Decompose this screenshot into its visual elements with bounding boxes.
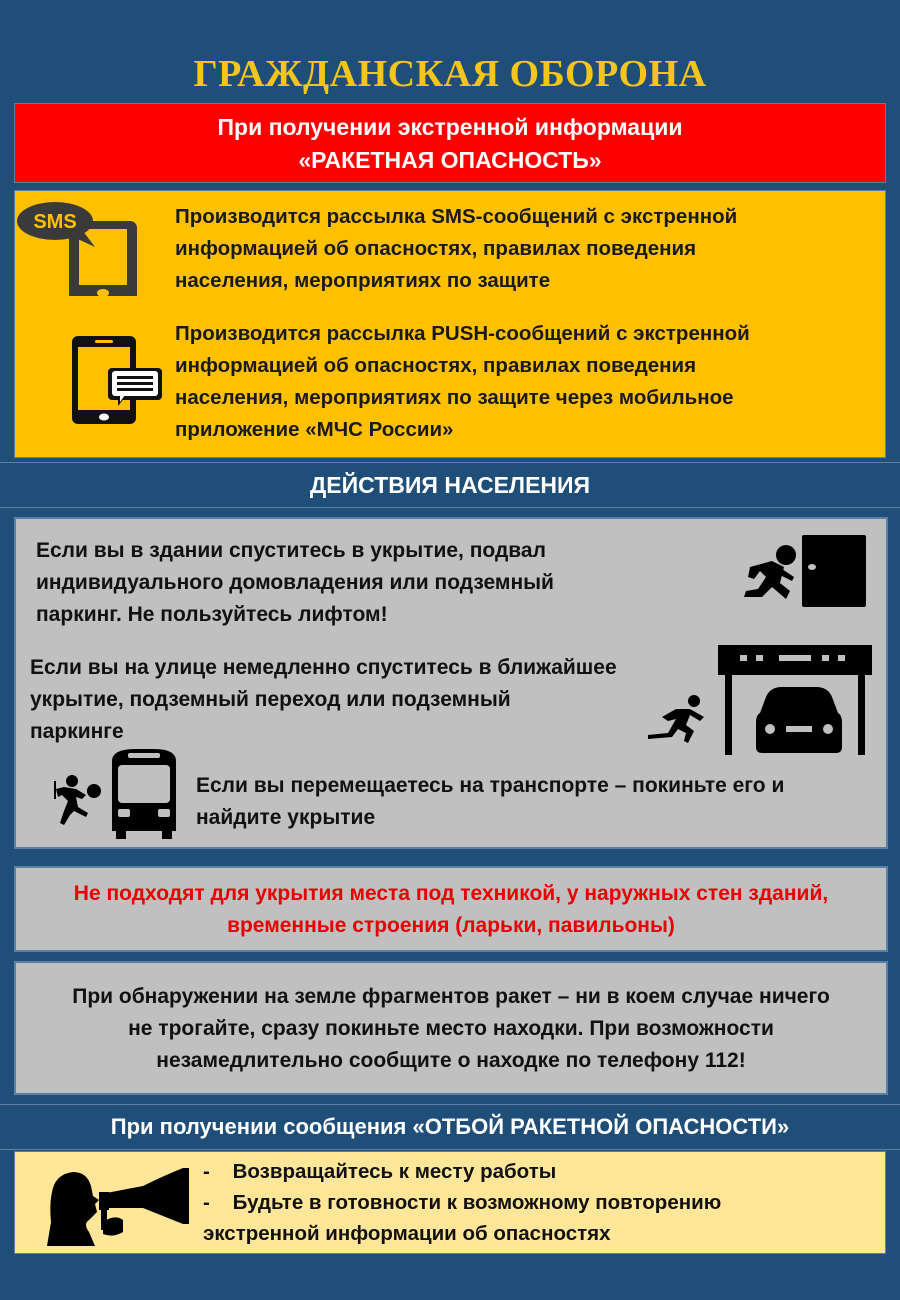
running-to-parking-icon (642, 643, 874, 757)
alert-banner (14, 103, 886, 183)
alert-line-2: «РАКЕТНАЯ ОПАСНОСТЬ» (298, 147, 602, 173)
actions-panel (14, 517, 888, 849)
actions-heading: ДЕЙСТВИЯ НАСЕЛЕНИЯ (0, 462, 900, 508)
leaving-bus-icon (36, 747, 181, 839)
action-building-text: Если вы в здании спуститесь в укрытие, подвал индивидуального домовладения или подземный паркинг. Не пользуйтесь лифтом! (36, 539, 554, 626)
all-clear-box (14, 1151, 886, 1254)
sms-phone-icon (17, 201, 142, 296)
push-notification-text: Производится рассылка PUSH-сообщений с экстренной информацией об опасностях, правилах поведения населения, мероприятиях по защите через мобильное приложение «МЧС России» (175, 322, 750, 441)
svg-text:SMS: SMS (33, 211, 77, 233)
unsuitable-shelter-warning: Не подходят для укрытия места под техникой, у наружных стен зданий, временные строения (ларьки, павильоны) (14, 866, 888, 952)
running-to-door-icon (732, 533, 868, 609)
all-clear-heading: При получении сообщения «ОТБОЙ РАКЕТНОЙ ОПАСНОСТИ» (0, 1104, 900, 1150)
megaphone-person-icon (43, 1162, 193, 1246)
bullet-continuation: экстренной информации об опасностях (203, 1222, 611, 1245)
action-street-text: Если вы на улице немедленно спуститесь в ближайшее укрытие, подземный переход или подземный паркинге (30, 656, 617, 743)
missile-fragments-notice: При обнаружении на земле фрагментов ракет – ни в коем случае ничего не трогайте, сразу покиньте место находки. При возможности незамедлительно сообщите о находке по телефону 112! (14, 961, 888, 1095)
bullet-return-to-work: - Возвращайтесь к месту работы (203, 1160, 557, 1183)
action-transport-text: Если вы перемещаетесь на транспорте – покиньте его и найдите укрытие (196, 774, 785, 829)
page-title: ГРАЖДАНСКАЯ ОБОРОНА (193, 53, 707, 95)
alert-line-1: При получении экстренной информации (217, 114, 683, 140)
sms-notification-text: Производится рассылка SMS-сообщений с экстренной информацией об опасностях, правилах поведения населения, мероприятиях по защите (175, 205, 738, 292)
all-clear-list (203, 1156, 721, 1249)
bullet-be-ready: - Будьте в готовности к возможному повторению (203, 1191, 722, 1214)
notification-box (14, 190, 886, 458)
push-phone-icon (70, 334, 170, 426)
